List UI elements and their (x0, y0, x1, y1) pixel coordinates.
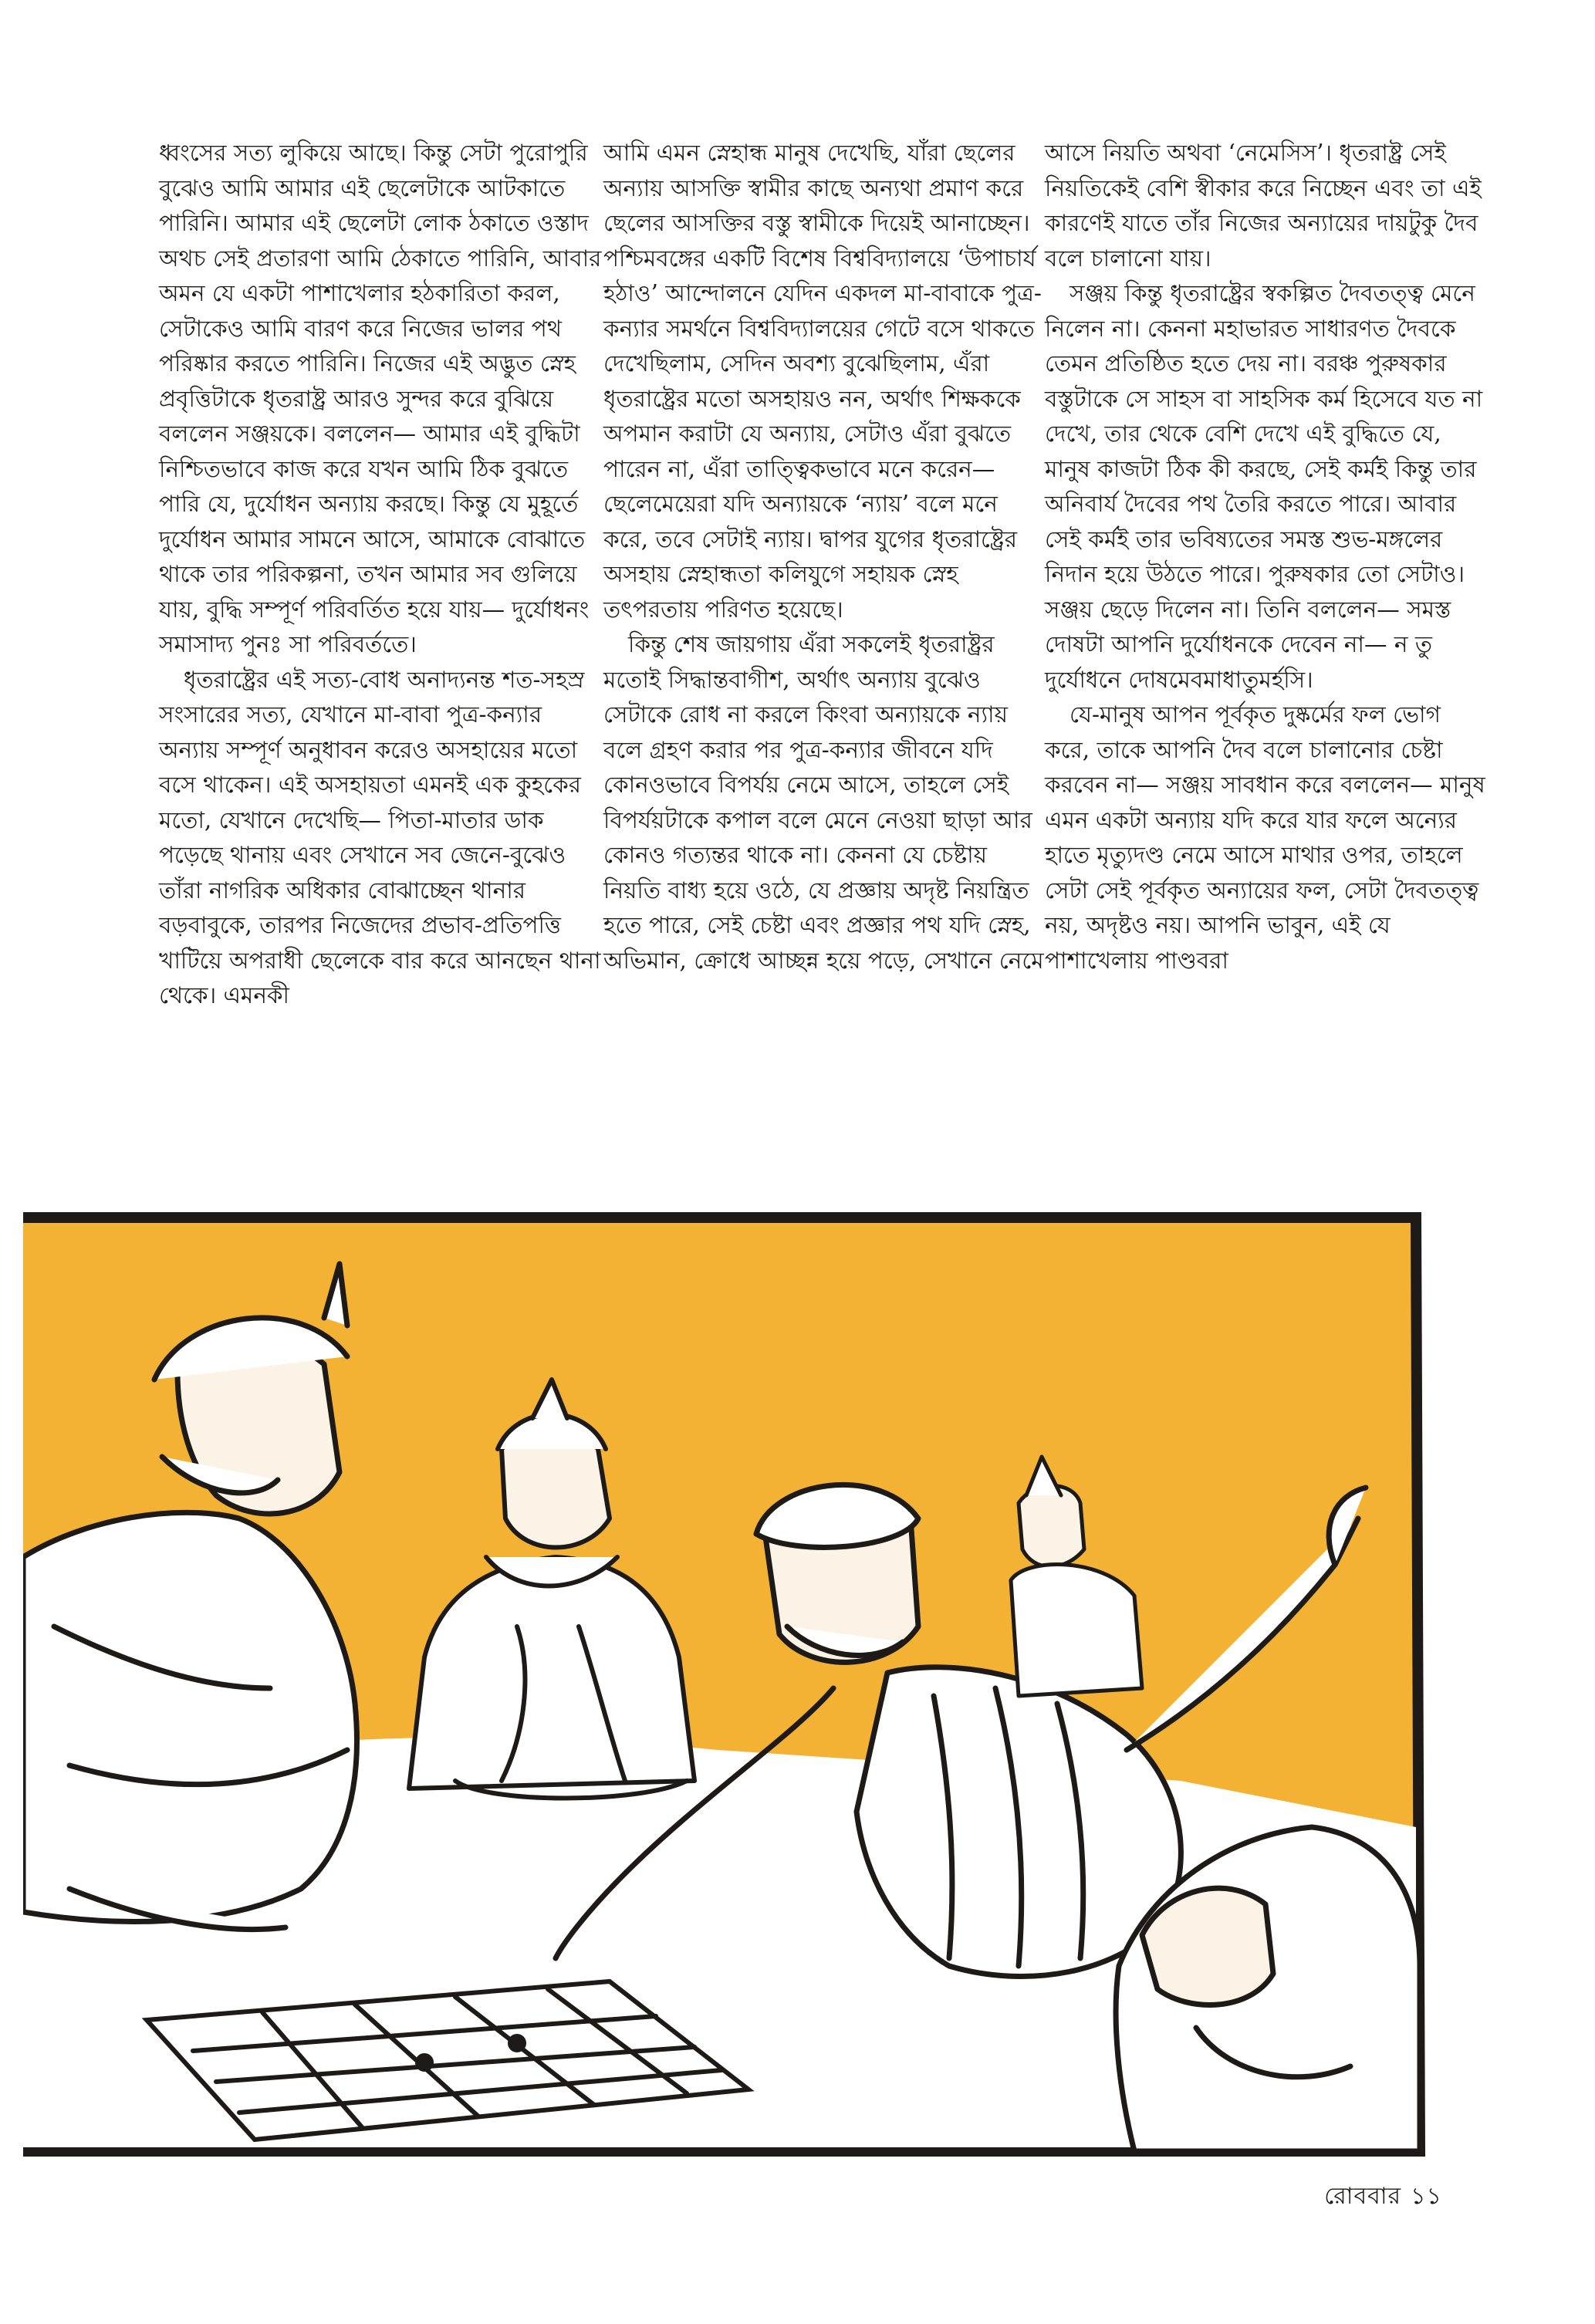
paragraph: আমি এমন স্নেহান্ধ মানুষ দেখেছি, যাঁরা ছেলের অন্যায় আসক্তি স্বামীর কাছে অন্যথা প্রমাণ করে ছেলের আসক্তির বস্তু স্বামীকে দিয়েই আনাচ্ছেন। পশ্চিমবঙ্গের একটি বিশেষ বিশ্ববিদ্যালয়ে ‘উপাচার্য হঠাও’ আন্দোলনে যেদিন একদল মা-বাবাকে পুত্র-কন্যার সমর্থনে বিশ্ববিদ্যালয়ের গেটে বসে থাকতে দেখেছিলাম, সেদিন অবশ্য বুঝেছিলাম, এঁরা ধৃতরাষ্ট্রের মতো অসহায়ও নন, অর্থাৎ শিক্ষককে অপমান করাটা যে অন্যায়, সেটাও এঁরা বুঝতে পারেন না, এঁরা তাত্ত্বিকভাবে মনে করেন— ছেলেমেয়েরা যদি অন্যায়কে ‘ন্যায়’ বলে মনে করে, তবে সেটাই ন্যায়। দ্বাপর যুগের ধৃতরাষ্ট্রের অসহায় স্নেহান্ধতা কলিযুগে সহায়ক স্নেহ তৎপরতায় পরিণত হয়েছে। (603, 140, 1042, 623)
paragraph: যে-মানুষ আপন পূর্বকৃত দুষ্কর্মের ফল ভোগ করে, তাকে আপনি দৈব বলে চালানোর চেষ্টা করবেন না— সঞ্জয় সাবধান করে বললেন— মানুষ এমন একটা অন্যায় যদি করে যার ফলে অন্যের হাতে মৃত্যুদণ্ড নেমে আসে মাথার ওপর, তাহলে সেটা সেই পূর্বকৃত অন্যায়ের ফল, সেটা দৈবতত্ত্ব নয়, অদৃষ্টও নয়। আপনি ভাবুন, এই যে পাশাখেলায় পাণ্ডবরা (1045, 701, 1485, 974)
paragraph: কিন্তু শেষ জায়গায় এঁরা সকলেই ধৃতরাষ্ট্রর মতোই সিদ্ধান্তবাগীশ, অর্থাৎ অন্যায় বুঝেও সেটাকে রোধ না করলে কিংবা অন্যায়কে ন্যায় বলে গ্রহণ করার পর পুত্র-কন্যার জীবনে যদি কোনওভাবে বিপর্যয় নেমে আসে, তাহলে সেই বিপর্যয়টাকে কপাল বলে মেনে নেওয়া ছাড়া আর কোনও গত্যন্তর থাকে না। কেননা যে চেষ্টায় নিয়তি বাধ্য হয়ে ওঠে, যে প্রজ্ঞায় অদৃষ্ট নিয়ন্ত্রিত হতে পারে, সেই চেষ্টা এবং প্রজ্ঞার পথ যদি স্নেহ, অভিমান, ক্রোধে আচ্ছন্ন হয়ে পড়ে, সেখানে নেমে (603, 631, 1044, 974)
paragraph: আসে নিয়তি অথবা ‘নেমেসিস’। ধৃতরাষ্ট্র সেই নিয়তিকেই বেশি স্বীকার করে নিচ্ছেন এবং তা এই কারণেই যাতে তাঁর নিজের অন্যায়ের দায়টুকু দৈব বলে চালানো যায়। (1045, 140, 1482, 272)
dice-game-illustration (23, 1194, 1435, 2160)
paragraph: ধ্বংসের সত্য লুকিয়ে আছে। কিন্তু সেটা পুরোপুরি বুঝেও আমি আমার এই ছেলেটাকে আটকাতে পারিনি। আমার এই ছেলেটা লোক ঠকাতে ওস্তাদ অথচ সেই প্রতারণা আমি ঠেকাতে পারিনি, আবার অমন যে একটা পাশাখেলার হঠকারিতা করল, সেটাকেও আমি বারণ করে নিজের ভালর পথ পরিষ্কার করতে পারিনি। নিজের এই অদ্ভুত স্নেহ প্রবৃত্তিটাকে ধৃতরাষ্ট্র আরও সুন্দর করে বুঝিয়ে বললেন সঞ্জয়কে। বললেন— আমার এই বুদ্ধিটা নিশ্চিতভাবে কাজ করে যখন আমি ঠিক বুঝতে পারি যে, দুর্যোধন অন্যায় করছে। কিন্তু যে মুহূর্তে দুর্যোধন আমার সামনে আসে, আমাকে বোঝাতে থাকে তার পরিকল্পনা, তখন আমার সব গুলিয়ে যায়, বুদ্ধি সম্পূর্ণ পরিবর্তিত হয়ে যায়— দুর্যোধনং সমাসাদ্য পুনঃ সা পরিবর্ততে। (159, 140, 602, 657)
page-number: ১১ (1411, 2183, 1442, 2210)
article-column-2 (603, 136, 1049, 978)
publication-name: রোববার (1324, 2183, 1402, 2210)
article-column-3 (1045, 136, 1491, 978)
article-column-1 (159, 136, 605, 1014)
page-footer (1324, 2177, 1442, 2217)
paragraph: সঞ্জয় কিন্তু ধৃতরাষ্ট্রের স্বকল্পিত দৈবতত্ত্ব মেনে নিলেন না। কেননা মহাভারত সাধারণত দৈবকে তেমন প্রতিষ্ঠিত হতে দেয় না। বরঞ্চ পুরুষকার বস্তুটাকে সে সাহস বা সাহসিক কর্ম হিসেবে যত না দেখে, তার থেকে বেশি দেখে এই বুদ্ধিতে যে, মানুষ কাজটা ঠিক কী করছে, সেই কর্মই কিন্তু তার অনিবার্য দৈবের পথ তৈরি করতে পারে। আবার সেই কর্মই তার ভবিষ্যতের সমস্ত শুভ-মঙ্গলের নিদান হয়ে উঠতে পারে। পুরুষকার তো সেটাও। সঞ্জয় ছেড়ে দিলেন না। তিনি বললেন— সমস্ত দোষটা আপনি দুর্যোধনকে দেবেন না— ন তু দুর্যোধনে দোষমেবমাধাতুমর্হসি। (1045, 280, 1483, 693)
paragraph: ধৃতরাষ্ট্রের এই সত্য-বোধ অনাদ্যনন্ত শত-সহস্র সংসারের সত্য, যেখানে মা-বাবা পুত্র-কন্যার অন্যায় সম্পূর্ণ অনুধাবন করেও অসহায়ের মতো বসে থাকেন। এই অসহায়তা এমনই এক কুহকের মতো, যেখানে দেখেছি— পিতা-মাতার ডাক পড়েছে থানায় এবং সেখানে সব জেনে-বুঝেও তাঁরা নাগরিক অধিকার বোঝাচ্ছেন থানার বড়বাবুকে, তারপর নিজেদের প্রভাব-প্রতিপত্তি খাটিয়ে অপরাধী ছেলেকে বার করে আনছেন থানা থেকে। এমনকী (159, 666, 601, 1008)
